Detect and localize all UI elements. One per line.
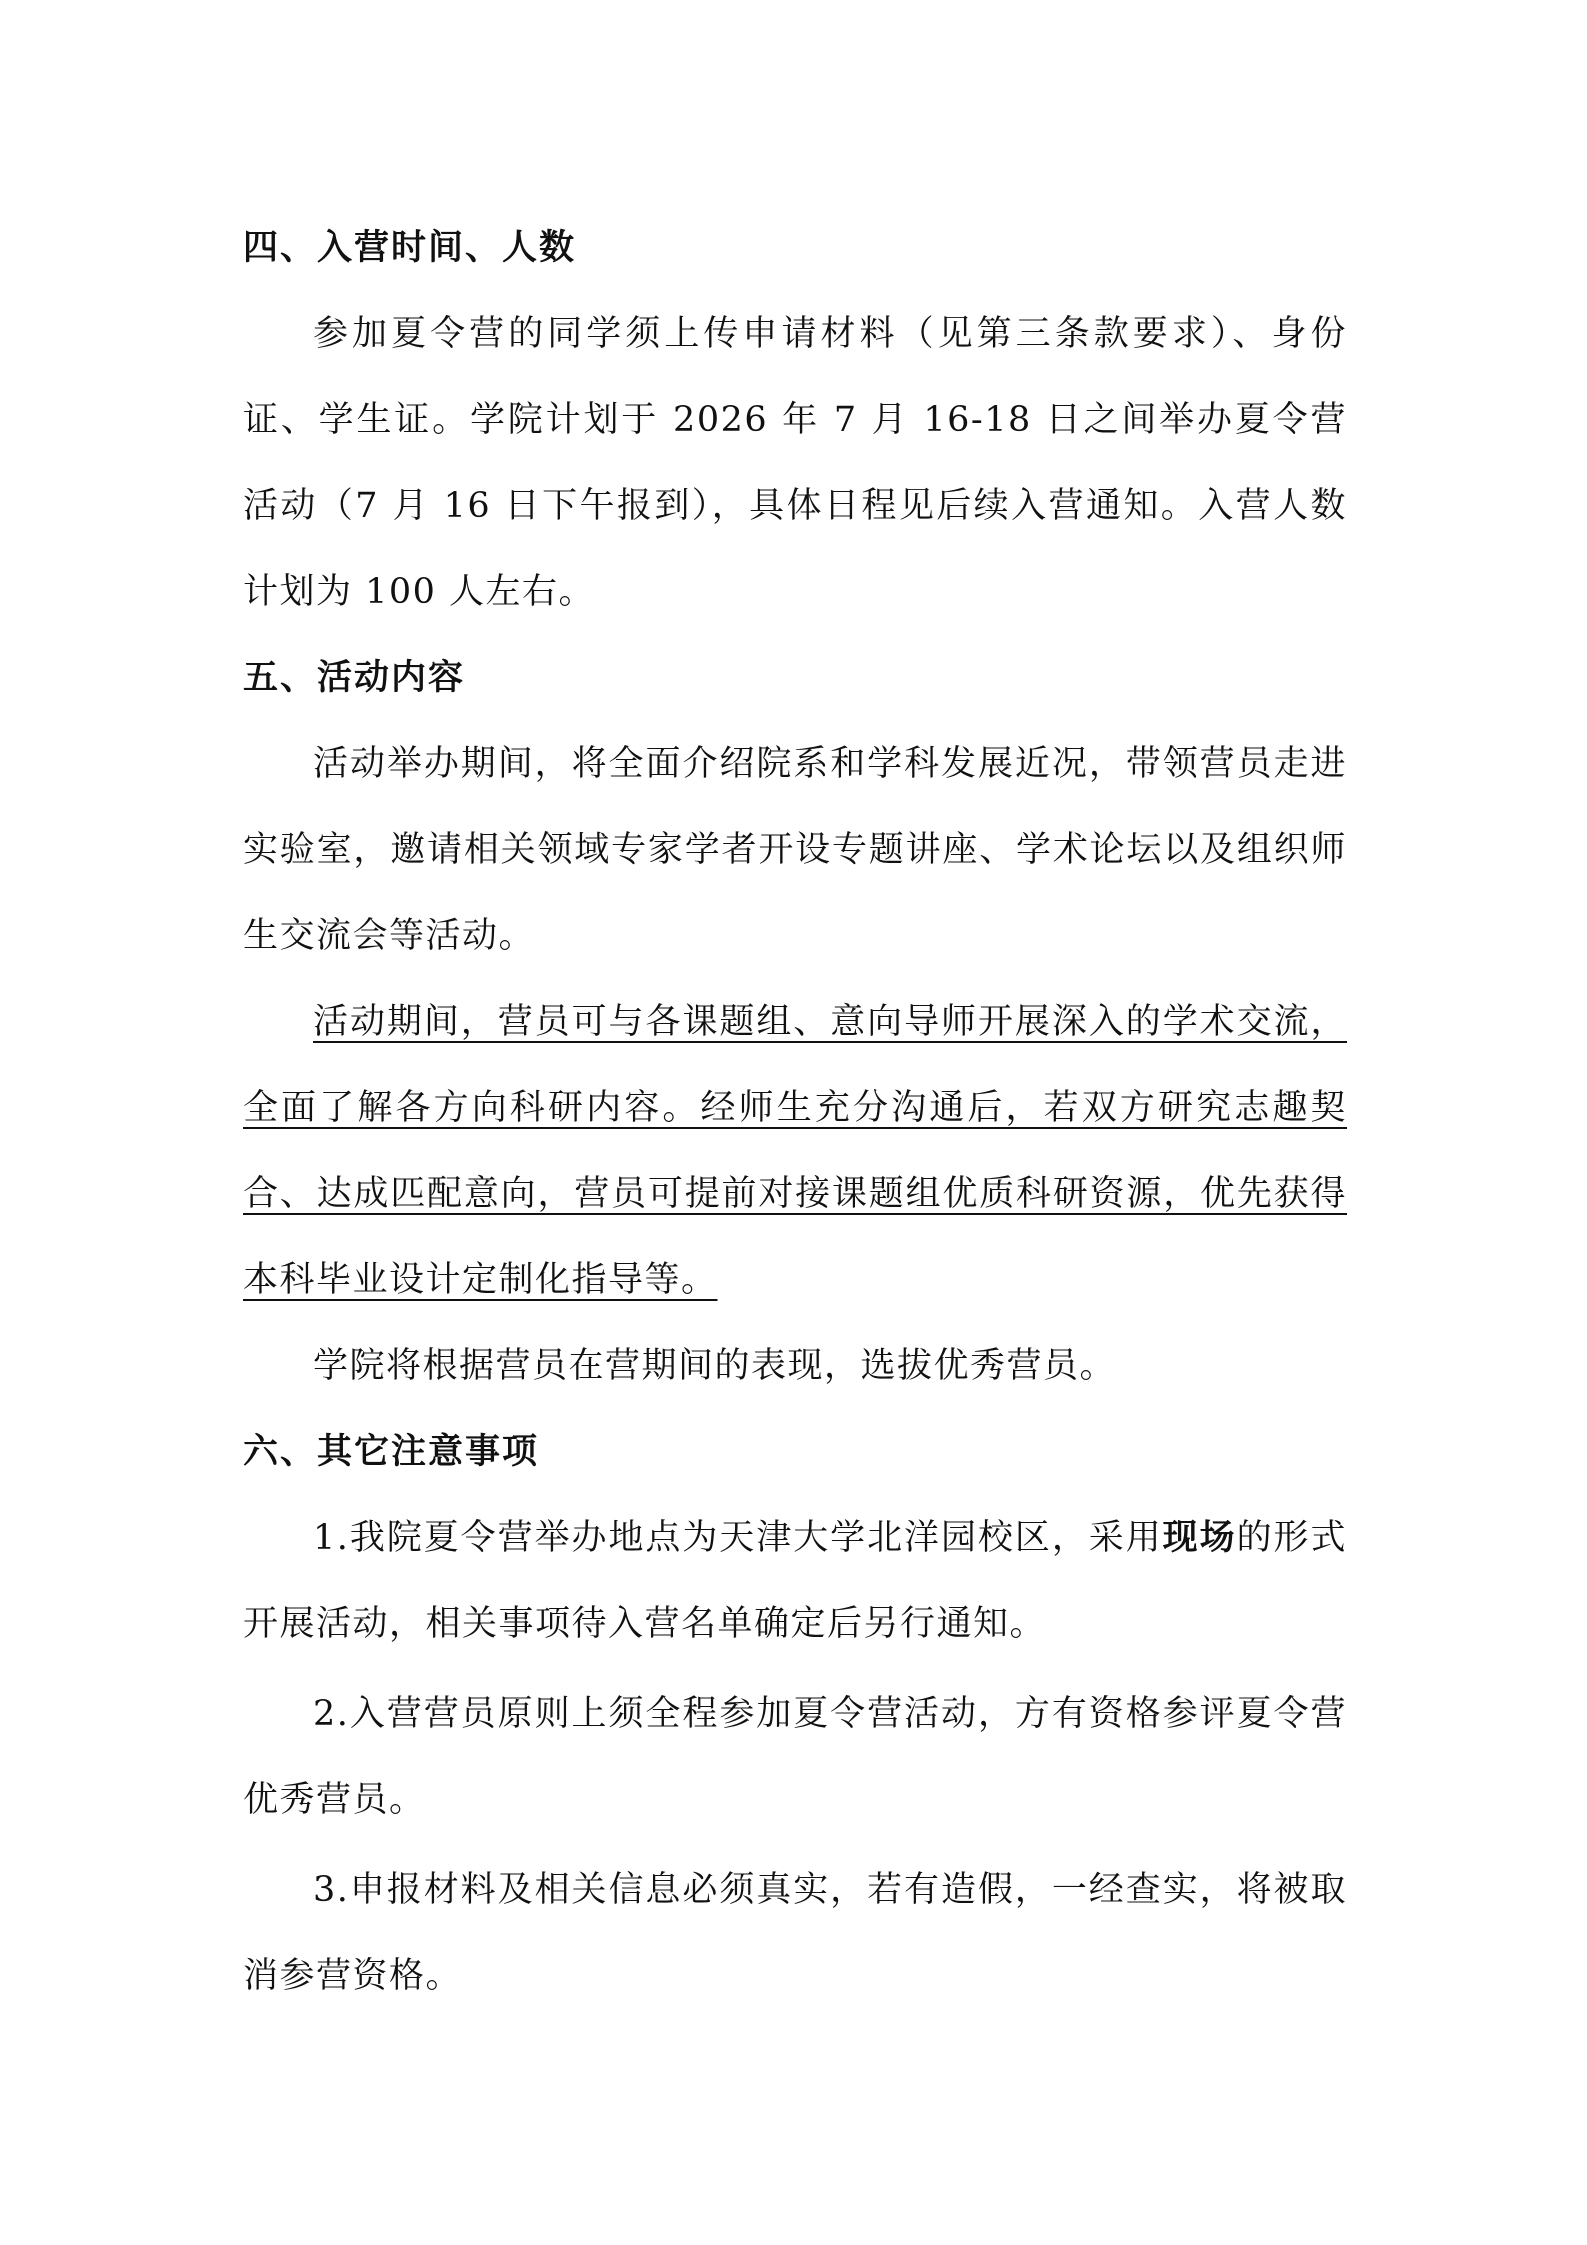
- section-4-paragraph: 参加夏令营的同学须上传申请材料（见第三条款要求）、身份证、学生证。学院计划于 2026 年 7 月 16-18 日之间举办夏令营活动（7 月 16 日下午报到），具体日程见后续入营通知。入营人数计划为 100 人左右。: [243, 314, 1347, 612]
- document-body: [243, 205, 1347, 2023]
- notice-item-1-text-b: 的形式开展活动，相关事项待入营名单确定后另行通知。: [243, 1518, 1347, 1644]
- notice-item-1: [243, 1495, 1347, 1667]
- section-5-paragraph-2: [243, 979, 1347, 1323]
- section-6-heading: 六、其它注意事项: [243, 1432, 540, 1472]
- section-5-paragraph-1: 活动举办期间，将全面介绍院系和学科发展近况，带领营员走进实验室，邀请相关领域专家学者开设专题讲座、学术论坛以及组织师生交流会等活动。: [243, 744, 1347, 956]
- notice-item-3: 3.申报材料及相关信息必须真实，若有造假，一经查实，将被取消参营资格。: [243, 1870, 1347, 1996]
- notice-item-1-bold: 现场: [1162, 1518, 1237, 1558]
- notice-item-2: 2.入营营员原则上须全程参加夏令营活动，方有资格参评夏令营优秀营员。: [243, 1694, 1347, 1820]
- section-5-heading: 五、活动内容: [243, 658, 466, 698]
- underlined-text: 活动期间，营员可与各课题组、意向导师开展深入的学术交流，全面了解各方向科研内容。经师生充分沟通后，若双方研究志趣契合、达成匹配意向，营员可提前对接课题组优质科研资源，优先获得本科毕业设计定制化指导等。: [243, 1002, 1347, 1300]
- section-5-paragraph-3: 学院将根据营员在营期间的表现，选拔优秀营员。: [313, 1346, 1117, 1386]
- section-4-heading: 四、入营时间、人数: [243, 228, 577, 268]
- notice-item-1-text-a: 1.我院夏令营举办地点为天津大学北洋园校区，采用: [313, 1518, 1163, 1558]
